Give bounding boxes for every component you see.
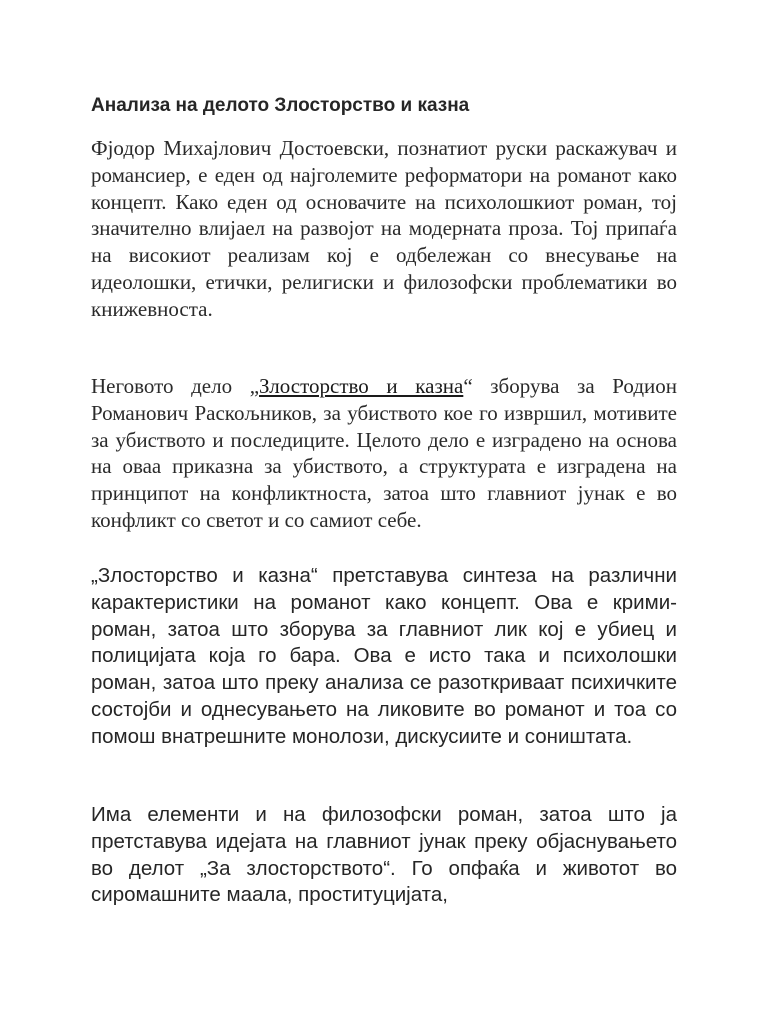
paragraph-philosophy: Има елементи и на филозофски роман, затоа што ја претставува идејата на главниот јунак преку објаснувањето во делот „За злосторството“. Го опфаќа и животот во сиромашните маала, проституцијата, [91,803,677,907]
paragraph-intro: Фјодор Михајлович Достоевски, познатиот руски раскажувач и романсиер, е еден од најголемите реформатори на романот како концепт. Како еден од основачите на психолошкиот роман, тој значително влијаел на развојот на модерната проза. Тој припаѓа на високиот реализам кој е одбележан со внесување на идеолошки, етички, религиски и филозофски проблематики во книжевноста. [91,136,677,321]
paragraph-plot-rest: “ зборува за Родион Романович Раскољников, за убиството кое го извршил, мотивите за убиството и последиците. Целото дело е изградено на основа на оваа приказна за убиството, а структурата е изградена на принципот на конфликтноста, затоа што главниот јунак е во конфликт со светот и со самиот себе. [91,374,677,532]
document-title: Анализа на делото Злосторство и казна [91,95,470,116]
paragraph-plot [91,373,677,534]
novel-title-link[interactable]: Злосторство и казна [259,374,464,398]
paragraph-plot-lead: Неговото дело „ [91,374,260,398]
paragraph-synthesis: „Злосторство и казна“ претставува синтеза на различни карактеристики на романот како концепт. Ова е крими-роман, затоа што зборува за главниот лик кој е убиец и полицијата која го бара. Ова е исто така и психолошки роман, затоа што преку анализа се разоткриваат психичките состојби и однесувањето на ликовите во романот и тоа со помош внатрешните монолози, дискусиите и соништата. [91,564,677,748]
